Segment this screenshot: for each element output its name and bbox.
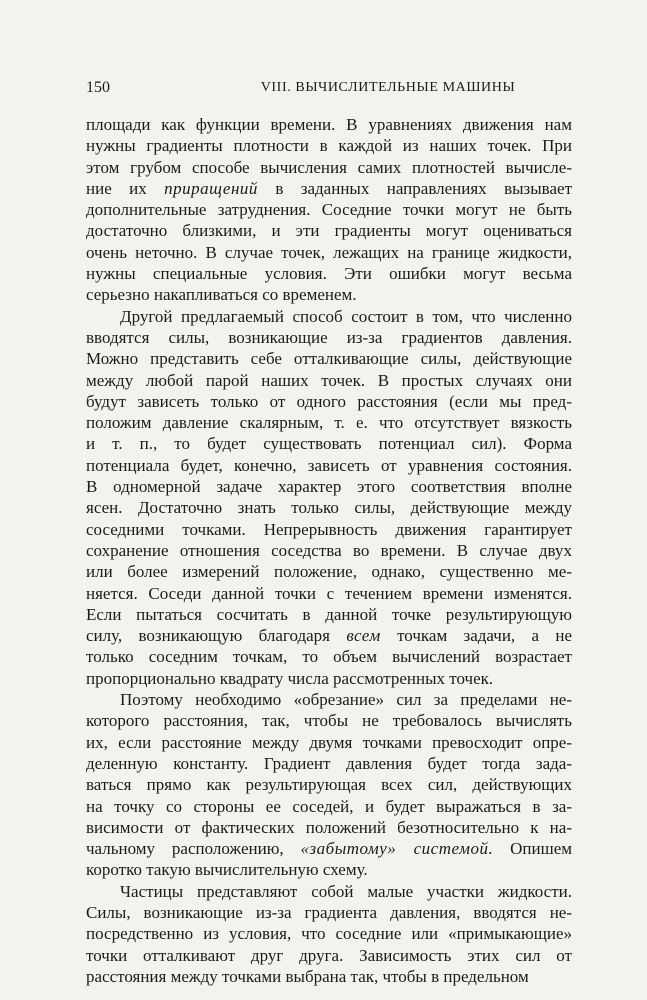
text-line — [86, 923, 572, 944]
text-segment: их, если расстояние между двумя точками превосходит опре- — [86, 732, 572, 752]
text-line — [86, 561, 572, 582]
emphasized-text: всем — [346, 626, 381, 646]
text-line — [86, 284, 572, 305]
text-line — [86, 455, 572, 476]
text-line — [86, 370, 572, 391]
page-header — [86, 76, 572, 100]
text-line — [86, 157, 572, 178]
text-segment: коротко такую вычислительную схему. — [86, 860, 368, 880]
text-line — [86, 497, 572, 518]
text-segment: Можно представить себе отталкивающие силы, действующие — [86, 349, 572, 369]
text-segment: Если пытаться сосчитать в данной точке результирующую — [86, 604, 572, 624]
paragraph — [86, 881, 572, 987]
text-line — [86, 178, 572, 199]
text-segment: ваться прямо как результирующая всех сил, действующих — [86, 775, 572, 795]
text-segment: между любой парой наших точек. В простых случаях они — [86, 370, 572, 390]
text-segment: соседними точками. Непрерывность движения гарантирует — [86, 519, 572, 539]
text-segment: ние их — [86, 178, 165, 198]
text-line — [86, 583, 572, 604]
text-segment: дополнительные затруднения. Соседние точки могут не быть — [86, 200, 572, 220]
text-segment: чальному расположению, — [86, 839, 301, 859]
text-line — [86, 945, 572, 966]
text-segment: Опишем — [493, 839, 572, 859]
text-segment: этом грубом способе вычисления самих плотностей вычисле- — [86, 157, 572, 177]
text-segment: силу, возникающую благодаря — [86, 626, 347, 646]
text-line — [86, 199, 572, 220]
running-head: VIII. ВЫЧИСЛИТЕЛЬНЫЕ МАШИНЫ — [260, 80, 516, 95]
text-line — [86, 710, 572, 731]
text-segment: точкам задачи, а не — [380, 626, 572, 646]
text-segment: ясен. Достаточно знать только силы, действующие между — [86, 498, 572, 518]
emphasized-text: приращений — [164, 178, 258, 198]
text-line — [86, 348, 572, 369]
text-line — [86, 625, 572, 646]
text-segment: или более измерений положение, однако, существенно ме- — [86, 562, 572, 582]
text-line — [86, 838, 572, 859]
text-segment: деленную константу. Градиент давления будет тогда зада- — [86, 753, 572, 773]
text-segment: серьезно накапливаться со временем. — [86, 285, 357, 305]
paragraph — [86, 306, 572, 689]
text-line — [86, 859, 572, 880]
text-segment: Другой предлагаемый способ состоит в том, что численно — [120, 306, 572, 326]
text-line — [86, 966, 572, 987]
text-segment: и т. п., то будет существовать потенциал сил). Форма — [86, 434, 572, 454]
text-segment: нужны специальные условия. Эти ошибки могут весьма — [86, 264, 572, 284]
text-segment: потенциала будет, конечно, зависеть от уравнения состояния. — [86, 455, 572, 475]
text-segment: площади как функции времени. В уравнениях движения нам — [86, 115, 572, 134]
text-segment: вводятся силы, возникающие из-за градиентов давления. — [86, 327, 572, 347]
text-segment: Силы, возникающие из-за градиента давления, вводятся не- — [86, 902, 572, 922]
text-line — [86, 540, 572, 561]
text-line — [86, 114, 572, 135]
text-segment: только соседним точкам, то объем вычислений возрастает — [86, 647, 572, 667]
text-line — [86, 689, 572, 710]
text-segment: висимости от фактических положений безотносительно к на- — [86, 817, 572, 837]
text-segment: точки отталкивают друг друга. Зависимость этих сил от — [86, 945, 572, 965]
text-line — [86, 433, 572, 454]
text-line — [86, 881, 572, 902]
text-line — [86, 306, 572, 327]
text-segment: достаточно близкими, и эти градиенты могут оцениваться — [86, 221, 572, 241]
text-line — [86, 242, 572, 263]
text-line — [86, 796, 572, 817]
paragraph — [86, 689, 572, 881]
text-segment: очень неточно. В случае точек, лежащих на границе жидкости, — [86, 242, 572, 262]
text-segment: положим давление скалярным, т. е. что отсутствует вязкость — [86, 413, 572, 433]
text-line — [86, 135, 572, 156]
text-line — [86, 604, 572, 625]
text-line — [86, 412, 572, 433]
text-line — [86, 753, 572, 774]
text-segment: которого расстояния, так, чтобы не требовалось вычислять — [86, 711, 572, 731]
text-segment: расстояния между точками выбрана так, чтобы в предельном — [86, 966, 529, 986]
text-segment: посредственно из условия, что соседние или «примыкающие» — [86, 924, 572, 944]
text-segment: на точку со стороны ее соседей, и будет выражаться в за- — [86, 796, 572, 816]
text-line — [86, 668, 572, 689]
text-segment: В одномерной задаче характер этого соответствия вполне — [86, 477, 572, 497]
text-segment: Поэтому необходимо «обрезание» сил за пределами не- — [120, 690, 572, 710]
text-segment: няется. Соседи данной точки с течением времени изменятся. — [86, 583, 572, 603]
text-segment: Частицы представляют собой малые участки жидкости. — [120, 881, 572, 901]
paragraph — [86, 114, 572, 306]
text-line — [86, 732, 572, 753]
text-line — [86, 817, 572, 838]
text-line — [86, 327, 572, 348]
text-segment: в заданных направлениях вызывает — [257, 178, 572, 198]
text-segment: будут зависеть только от одного расстояния (если мы пред- — [86, 391, 572, 411]
text-segment: нужны градиенты плотности в каждой из наших точек. При — [86, 136, 572, 156]
text-line — [86, 391, 572, 412]
page-number: 150 — [86, 79, 110, 96]
text-segment: сохранение отношения соседства во времени. В случае двух — [86, 540, 572, 560]
text-line — [86, 476, 572, 497]
emphasized-text: «забытому» системой. — [300, 839, 494, 859]
text-line — [86, 220, 572, 241]
body-text — [86, 114, 572, 987]
text-line — [86, 646, 572, 667]
text-segment: пропорционально квадрату числа рассмотренных точек. — [86, 668, 494, 688]
text-line — [86, 774, 572, 795]
text-line — [86, 519, 572, 540]
text-line — [86, 902, 572, 923]
text-line — [86, 263, 572, 284]
